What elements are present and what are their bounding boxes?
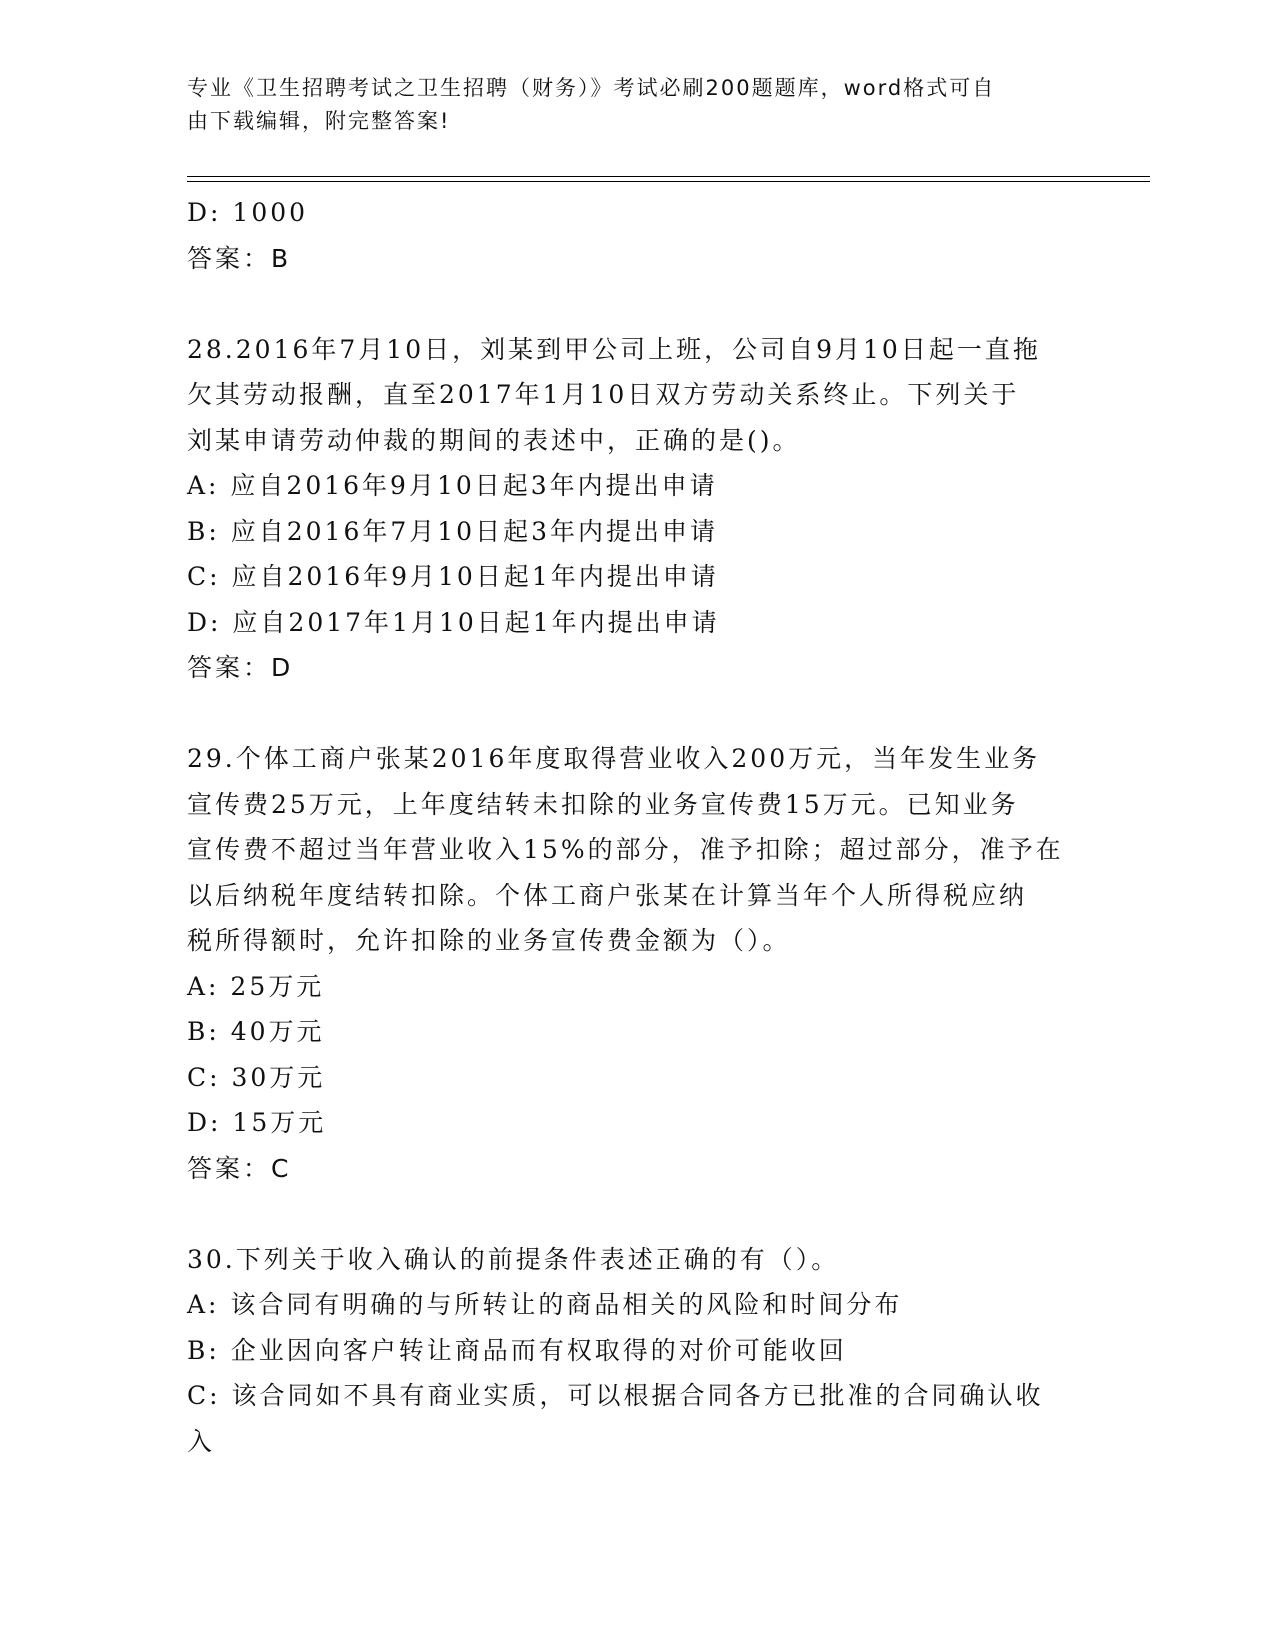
option-c: C: 应自2016年9月10日起1年内提出申请	[187, 562, 719, 591]
option-a: A: 应自2016年9月10日起3年内提出申请	[187, 471, 718, 500]
question-text-line: 欠其劳动报酬，直至2017年1月10日双方劳动关系终止。下列关于	[187, 380, 1020, 409]
question-text-line: 税所得额时，允许扣除的业务宣传费金额为（）。	[187, 926, 791, 955]
option-c-continuation: 入	[187, 1426, 216, 1456]
header-divider-top	[187, 176, 1150, 177]
question-text-line: 29.个体工商户张某2016年度取得营业收入200万元，当年发生业务	[187, 744, 1041, 773]
question-text-line: 以后纳税年度结转扣除。个体工商户张某在计算当年个人所得税应纳	[187, 880, 1028, 910]
question-text-line: 30.下列关于收入确认的前提条件表述正确的有（）。	[187, 1244, 840, 1274]
spacer	[187, 691, 1087, 737]
question-29	[187, 736, 1087, 1191]
header-line-1: 专业《卫生招聘考试之卫生招聘（财务）》考试必刷200题题库，word格式可自	[187, 76, 996, 100]
answer-line: 答案：D	[187, 653, 294, 682]
answer-line: 答案：B	[187, 243, 292, 273]
spacer	[187, 1191, 1087, 1237]
header-divider-bottom	[187, 181, 1150, 182]
question-text-line: 28.2016年7月10日，刘某到甲公司上班，公司自9月10日起一直拖	[187, 334, 1041, 364]
spacer	[187, 281, 1087, 327]
option-a: A: 25万元	[187, 971, 325, 1001]
question-text-line: 宣传费不超过当年营业收入15%的部分，准予扣除；超过部分，准予在	[187, 835, 1064, 864]
question-text-line: 宣传费25万元，上年度结转未扣除的业务宣传费15万元。已知业务	[187, 789, 1019, 819]
option-b: B: 40万元	[187, 1017, 325, 1046]
option-c: C: 30万元	[187, 1062, 326, 1092]
question-28	[187, 327, 1087, 691]
option-a: A: 该合同有明确的与所转让的商品相关的风险和时间分布	[187, 1290, 903, 1319]
previous-question-tail	[187, 190, 1087, 281]
option-b: B: 企业因向客户转让商品而有权取得的对价可能收回	[187, 1335, 847, 1365]
answer-line: 答案：C	[187, 1153, 292, 1183]
option-d: D: 15万元	[187, 1108, 327, 1137]
option-c: C: 该合同如不具有商业实质，可以根据合同各方已批准的合同确认收	[187, 1381, 1044, 1410]
page-header	[187, 72, 1067, 138]
question-30	[187, 1237, 1087, 1465]
header-line-2: 由下载编辑，附完整答案!	[187, 109, 451, 133]
question-text-line: 刘某申请劳动仲裁的期间的表述中，正确的是()。	[187, 425, 801, 455]
document-body	[187, 190, 1087, 1464]
option-d: D: 应自2017年1月10日起1年内提出申请	[187, 607, 720, 637]
option-d: D: 1000	[187, 198, 309, 227]
option-b: B: 应自2016年7月10日起3年内提出申请	[187, 516, 718, 546]
